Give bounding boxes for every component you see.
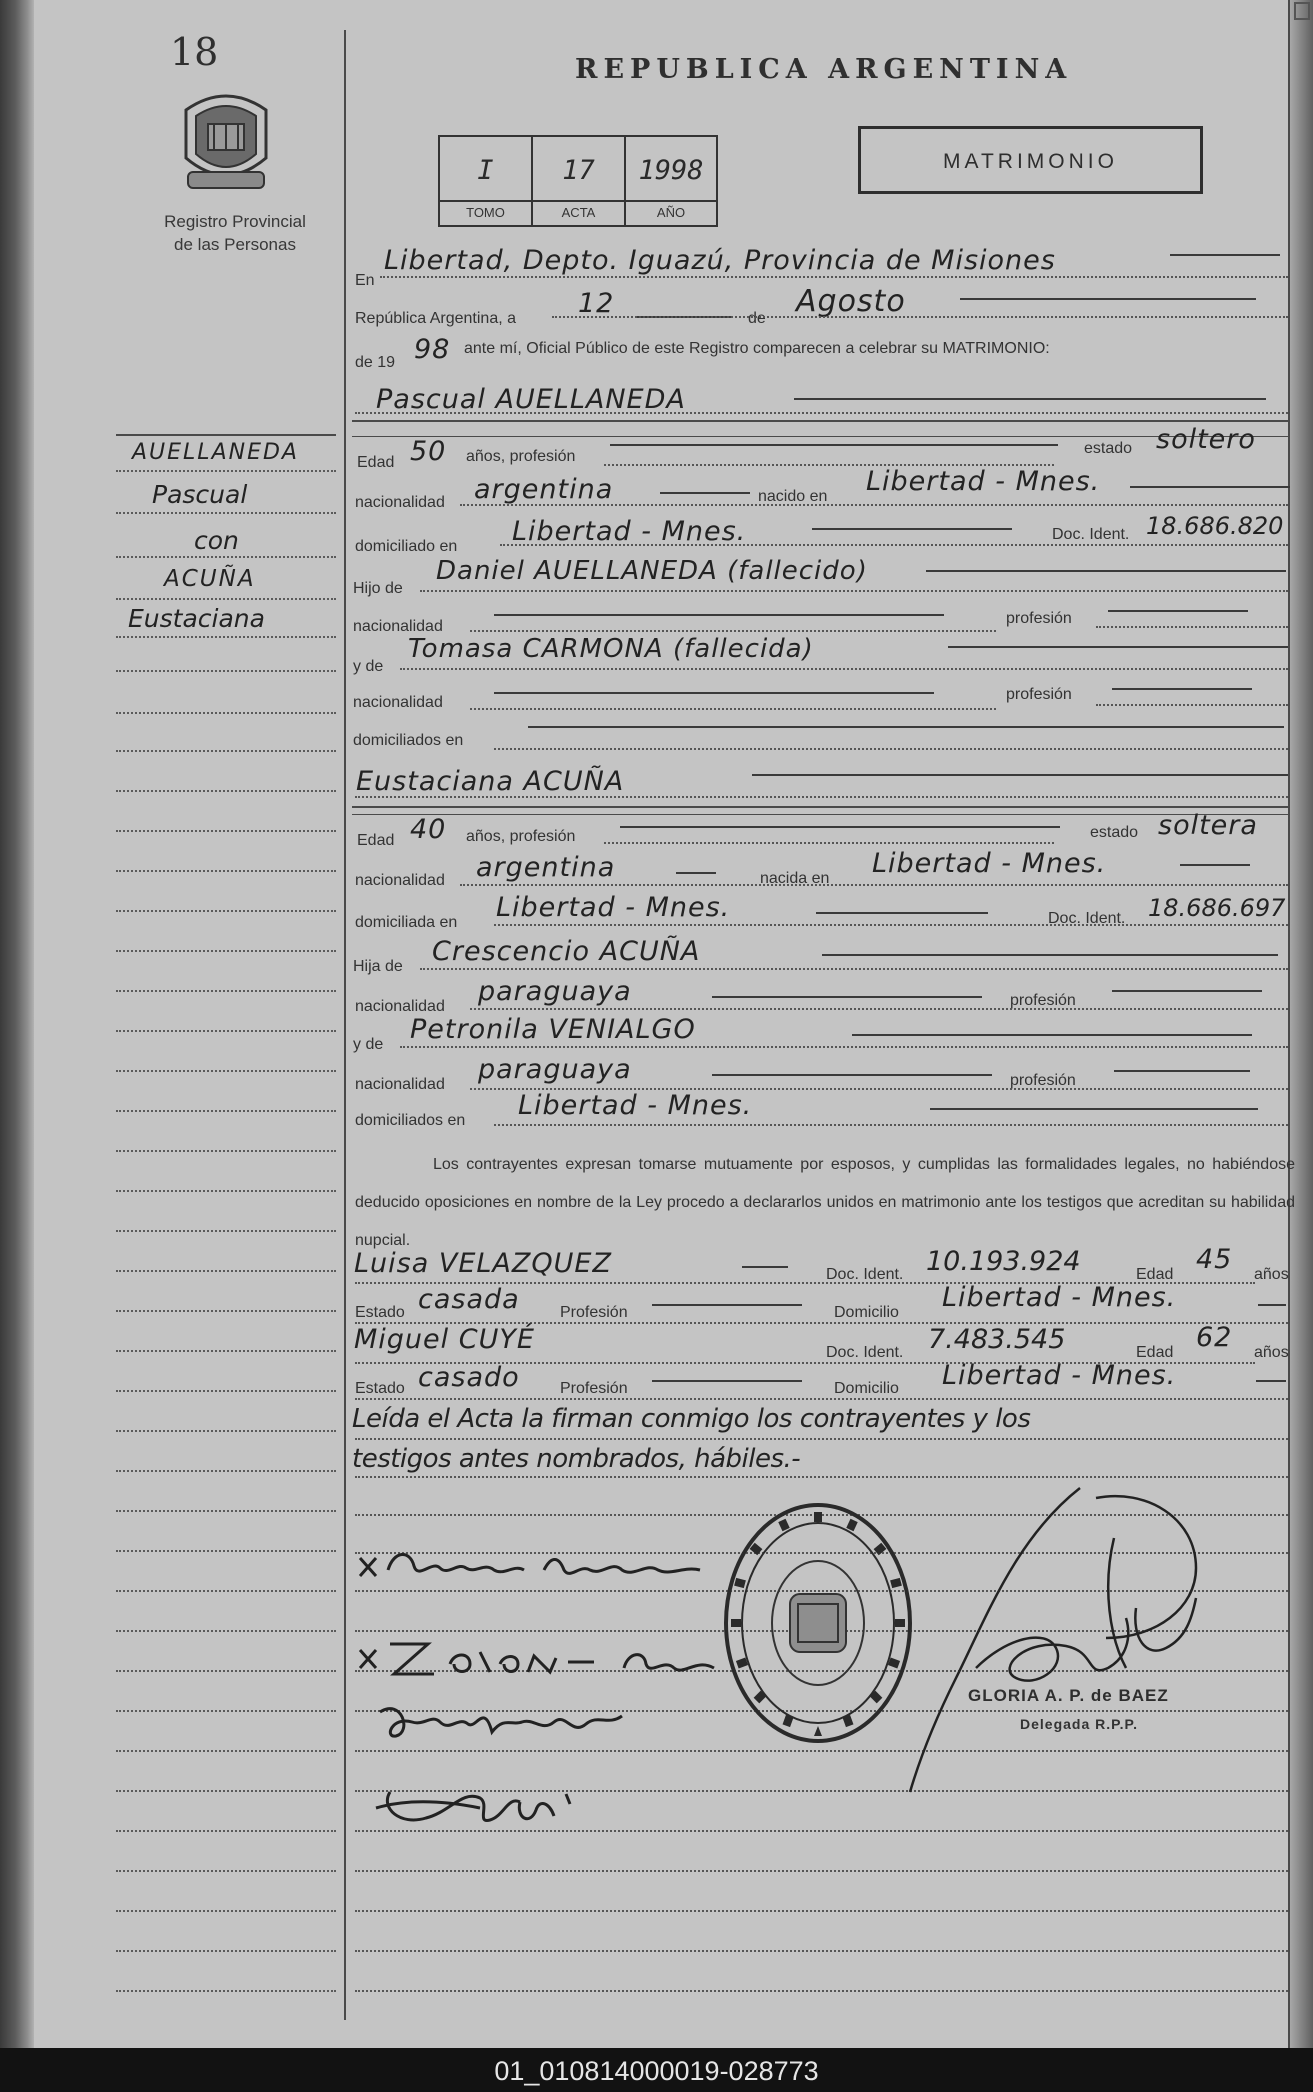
- margin-line: [116, 1190, 336, 1192]
- groom-mother-profession-label: profesión: [1006, 686, 1072, 703]
- dotted-line: [400, 1046, 1288, 1048]
- fill-line: [752, 774, 1288, 776]
- de-label: de: [748, 310, 766, 327]
- bride-mother-label: y de: [353, 1036, 384, 1053]
- dotted-line: [355, 412, 1288, 414]
- fill-line: [812, 528, 1012, 530]
- groom-father: Daniel AUELLANEDA (fallecido): [436, 556, 868, 586]
- groom-born-place: Libertad - Mnes.: [866, 466, 1101, 497]
- margin-groom-name: Pascual: [152, 480, 248, 509]
- fill-line: [1256, 1380, 1286, 1382]
- fill-line: [794, 398, 1266, 400]
- page-number: 18: [170, 30, 219, 74]
- fill-line: [930, 1108, 1258, 1110]
- bride-profession-label: años, profesión: [466, 828, 576, 845]
- witness1-domicile-label: Domicilio: [834, 1304, 899, 1321]
- fill-line: [620, 826, 1060, 828]
- witness1-profession-label: Profesión: [560, 1304, 628, 1321]
- dotted-line: [420, 968, 1288, 970]
- dotted-line: [552, 316, 1288, 318]
- witness2-doc-number: 7.483.545: [928, 1324, 1066, 1355]
- margin-line: [116, 1430, 336, 1432]
- groom-father-nationality-label: nacionalidad: [353, 618, 443, 635]
- bride-doc-label: Doc. Ident.: [1048, 910, 1126, 927]
- witness2-profession-label: Profesión: [560, 1380, 628, 1397]
- fill-line: [1112, 688, 1252, 690]
- bride-age: 40: [410, 814, 447, 845]
- dotted-line: [1096, 626, 1288, 628]
- fill-line: [676, 872, 716, 874]
- margin-line: [116, 1670, 336, 1672]
- fill-line: [652, 1380, 802, 1382]
- groom-name: Pascual AUELLANEDA: [376, 384, 686, 415]
- bride-age-label: Edad: [357, 832, 395, 849]
- margin-line: [116, 1630, 336, 1632]
- margin-line: [116, 1270, 336, 1272]
- dotted-line: [355, 1990, 1288, 1992]
- margin-line: [116, 790, 336, 792]
- groom-doc-label: Doc. Ident.: [1052, 526, 1130, 543]
- margin-line: [116, 1150, 336, 1152]
- groom-nationality-label: nacionalidad: [355, 494, 445, 511]
- bride-parents-domicile: Libertad - Mnes.: [518, 1090, 753, 1121]
- margin-line: [116, 1470, 336, 1472]
- bride-rule-top: [352, 806, 1288, 808]
- file-id: 01_010814000019-028773: [494, 2056, 819, 2086]
- groom-parents-domicile-label: domiciliados en: [353, 732, 464, 749]
- margin-line: [116, 1390, 336, 1392]
- witness2-name: Miguel CUYÉ: [354, 1324, 535, 1355]
- anio-cell: [626, 137, 716, 225]
- margin-line: [116, 1350, 336, 1352]
- dotted-line: [380, 276, 1288, 278]
- witness1-years-label: años: [1254, 1266, 1289, 1283]
- province-coat-of-arms-icon: [178, 88, 274, 194]
- dotted-line: [494, 1124, 1288, 1126]
- margin-line: [116, 670, 336, 672]
- margin-groom-surname: AUELLANEDA: [132, 440, 299, 465]
- margin-line: [116, 1550, 336, 1552]
- groom-status: soltero: [1156, 424, 1256, 455]
- margin-line: [116, 1950, 336, 1952]
- margin-connector: con: [194, 526, 239, 555]
- dotted-line: [494, 924, 1288, 926]
- bride-mother-nationality: paraguaya: [478, 1054, 632, 1085]
- margin-line: [116, 1070, 336, 1072]
- margin-line: [116, 1750, 336, 1752]
- bride-born-label: nacida en: [760, 870, 830, 887]
- bride-mother-profession-label: profesión: [1010, 1072, 1076, 1089]
- anio-value: 1998: [638, 155, 704, 186]
- margin-line: [116, 950, 336, 952]
- place: Libertad, Depto. Iguazú, Provincia de Misiones: [384, 245, 1056, 276]
- acta-label: ACTA: [561, 205, 596, 220]
- fill-line: [1112, 990, 1262, 992]
- dotted-line: [420, 590, 1288, 592]
- registry-office-stamp-icon: [720, 1498, 916, 1748]
- groom-nationality: argentina: [474, 474, 614, 505]
- groom-father-label: Hijo de: [353, 580, 403, 597]
- bride-born-place: Libertad - Mnes.: [872, 848, 1107, 879]
- dotted-line: [355, 1438, 1288, 1440]
- dotted-line: [355, 1398, 1288, 1400]
- month: Agosto: [796, 284, 906, 319]
- appear-text: ante mí, Oficial Público de este Registro comparecen a celebrar su MATRIMONIO:: [464, 340, 1050, 357]
- groom-born-label: nacido en: [758, 488, 828, 505]
- fill-line: [852, 1034, 1252, 1036]
- margin-line: [116, 556, 336, 558]
- margin-line: [116, 1990, 336, 1992]
- margin-line: [116, 1230, 336, 1232]
- document-type: MATRIMONIO: [943, 150, 1118, 173]
- fill-line: [1170, 254, 1280, 256]
- dotted-line: [355, 796, 1288, 798]
- official-role: Delegada R.P.P.: [1020, 1716, 1138, 1732]
- witness2-domicile-label: Domicilio: [834, 1380, 899, 1397]
- witness2-status-label: Estado: [355, 1380, 405, 1397]
- fill-line: [822, 954, 1278, 956]
- margin-divider: [344, 30, 346, 2020]
- official-name: GLORIA A. P. de BAEZ: [968, 1686, 1169, 1705]
- fill-line: [960, 298, 1256, 300]
- bride-domicile: Libertad - Mnes.: [496, 892, 731, 923]
- dotted-line: [355, 1910, 1288, 1912]
- margin-top-rule: [116, 434, 336, 436]
- day: 12: [578, 288, 615, 319]
- fill-line: [742, 1266, 788, 1268]
- witness1-age-label: Edad: [1136, 1266, 1174, 1283]
- margin-line: [116, 870, 336, 872]
- groom-father-profession-label: profesión: [1006, 610, 1072, 627]
- margin-line: [116, 598, 336, 600]
- registry-name-line2: de las Personas: [174, 235, 296, 254]
- margin-line: [116, 1510, 336, 1512]
- dotted-line: [470, 630, 996, 632]
- fill-line: [712, 996, 982, 998]
- fill-line: [660, 492, 750, 494]
- witness2-signature: [370, 1768, 600, 1840]
- fill-line: [1258, 1304, 1286, 1306]
- fill-line: [652, 1304, 802, 1306]
- en-label: En: [355, 272, 375, 289]
- margin-bride-name: Eustaciana: [128, 604, 265, 633]
- corner-mark: [1294, 2, 1310, 20]
- witness1-domicile: Libertad - Mnes.: [942, 1282, 1177, 1313]
- bride-father-nationality-label: nacionalidad: [355, 998, 445, 1015]
- bride-father-profession-label: profesión: [1010, 992, 1076, 1009]
- fill-line: [816, 912, 988, 914]
- groom-domicile-label: domiciliado en: [355, 538, 458, 555]
- groom-status-label: estado: [1084, 440, 1133, 457]
- fill-line: [494, 614, 944, 616]
- fill-line: [1180, 864, 1250, 866]
- official-signature: [896, 1478, 1276, 1798]
- acta-reference-box: [438, 135, 718, 227]
- groom-mother: Tomasa CARMONA (fallecida): [408, 634, 814, 664]
- bride-father-label: Hija de: [353, 958, 403, 975]
- witness2-doc-label: Doc. Ident.: [826, 1344, 904, 1361]
- witness2-domicile: Libertad - Mnes.: [942, 1360, 1177, 1391]
- witness1-doc-number: 10.193.924: [926, 1246, 1081, 1277]
- margin-line: [116, 1870, 336, 1872]
- groom-profession-label: años, profesión: [466, 448, 576, 465]
- year-prefix: de 19: [355, 354, 396, 371]
- tomo-cell: [440, 137, 533, 225]
- witness2-status: casado: [418, 1362, 520, 1393]
- witness2-years-label: años: [1254, 1344, 1289, 1361]
- fill-line: [1130, 486, 1290, 488]
- bride-father-nationality: paraguaya: [478, 976, 632, 1007]
- acta-value: 17: [562, 155, 595, 186]
- dotted-line: [500, 544, 1288, 546]
- bride-parents-domicile-label: domiciliados en: [355, 1112, 466, 1129]
- bride-status-label: estado: [1090, 824, 1139, 841]
- margin-line: [116, 1590, 336, 1592]
- groom-domicile: Libertad - Mnes.: [512, 516, 747, 547]
- page-edge: [1290, 0, 1313, 2048]
- declaration-text: Los contrayentes expresan tomarse mutuamente por esposos, y cumplidas las formalidades legales, no habiéndose deducido oposiciones en nombre de la Ley procedo a declararlos unidos en matrimonio ante los testigos que acreditan su habilidad nupcial.: [355, 1156, 1295, 1249]
- groom-mother-label: y de: [353, 658, 384, 675]
- country-title: REPUBLICA ARGENTINA: [575, 54, 1073, 85]
- witness2-age-label: Edad: [1136, 1344, 1174, 1361]
- margin-line: [116, 990, 336, 992]
- anio-label: AÑO: [656, 205, 686, 220]
- registry-name: [140, 210, 330, 256]
- book-binding: [0, 0, 34, 2048]
- groom-rule-top: [352, 420, 1288, 422]
- groom-mother-nationality-label: nacionalidad: [353, 694, 443, 711]
- groom-signature: [354, 1540, 734, 1590]
- bride-mother-nationality-label: nacionalidad: [355, 1076, 445, 1093]
- fill-line: [528, 726, 1284, 728]
- dotted-line: [604, 842, 1054, 844]
- fill-line: [712, 1074, 992, 1076]
- margin-line: [116, 1710, 336, 1712]
- fill-line: [610, 444, 1058, 446]
- year-suffix: 98: [414, 334, 451, 365]
- margin-line: [116, 830, 336, 832]
- dotted-line: [355, 1950, 1288, 1952]
- witness1-name: Luisa VELAZQUEZ: [354, 1248, 612, 1279]
- fill-line: [494, 692, 934, 694]
- right-border: [1288, 0, 1290, 2048]
- bride-nationality-label: nacionalidad: [355, 872, 445, 889]
- dotted-line: [470, 1008, 1288, 1010]
- witness1-signature: [372, 1692, 632, 1748]
- bride-domicile-label: domiciliada en: [355, 914, 458, 931]
- dotted-line: [460, 884, 1288, 886]
- bride-rule-bottom: [352, 814, 1288, 815]
- dotted-line: [494, 748, 1288, 750]
- witness1-status-label: Estado: [355, 1304, 405, 1321]
- margin-line: [116, 636, 336, 638]
- tomo-label: TOMO: [466, 205, 505, 220]
- file-id-bar: [0, 2048, 1313, 2092]
- registry-name-line1: Registro Provincial: [164, 212, 306, 231]
- groom-rule-bottom: [352, 436, 1288, 437]
- republica-label: República Argentina, a: [355, 310, 516, 327]
- groom-age: 50: [410, 436, 447, 467]
- groom-doc-number: 18.686.820: [1146, 512, 1284, 540]
- margin-line: [116, 1910, 336, 1912]
- margin-line: [116, 470, 336, 472]
- margin-line: [116, 712, 336, 714]
- bride-signature: [354, 1628, 734, 1688]
- margin-line: [116, 512, 336, 514]
- closing-line2: testigos antes nombrados, hábiles.-: [352, 1444, 801, 1474]
- bride-father: Crescencio ACUÑA: [432, 936, 701, 967]
- tomo-value: I: [477, 155, 494, 186]
- dotted-line: [355, 1870, 1288, 1872]
- margin-line: [116, 750, 336, 752]
- margin-line: [116, 1830, 336, 1832]
- bride-mother: Petronila VENIALGO: [410, 1014, 696, 1045]
- margin-bride-surname: ACUÑA: [164, 566, 256, 592]
- dotted-line: [460, 504, 1288, 506]
- margin-line: [116, 1110, 336, 1112]
- document-type-box: [858, 126, 1203, 194]
- witness2-age: 62: [1196, 1322, 1233, 1353]
- bride-status: soltera: [1158, 810, 1258, 841]
- margin-line: [116, 1790, 336, 1792]
- margin-line: [116, 910, 336, 912]
- bride-name: Eustaciana ACUÑA: [356, 766, 625, 797]
- margin-line: [116, 1310, 336, 1312]
- fill-line: [1114, 1070, 1250, 1072]
- dotted-line: [470, 708, 996, 710]
- fill-line: [948, 646, 1288, 648]
- groom-age-label: Edad: [357, 454, 395, 471]
- witness1-age: 45: [1196, 1244, 1233, 1275]
- dotted-line: [1096, 704, 1288, 706]
- dotted-line: [400, 668, 1288, 670]
- bride-nationality: argentina: [476, 852, 616, 883]
- fill-line: [1108, 610, 1248, 612]
- witness1-doc-label: Doc. Ident.: [826, 1266, 904, 1283]
- witness1-status: casada: [418, 1284, 520, 1315]
- margin-line: [116, 1030, 336, 1032]
- acta-cell: [533, 137, 626, 225]
- fill-line: [926, 570, 1286, 572]
- bride-doc-number: 18.686.697: [1148, 894, 1286, 922]
- closing-line1: Leída el Acta la firman conmigo los contrayentes y los: [352, 1404, 1031, 1434]
